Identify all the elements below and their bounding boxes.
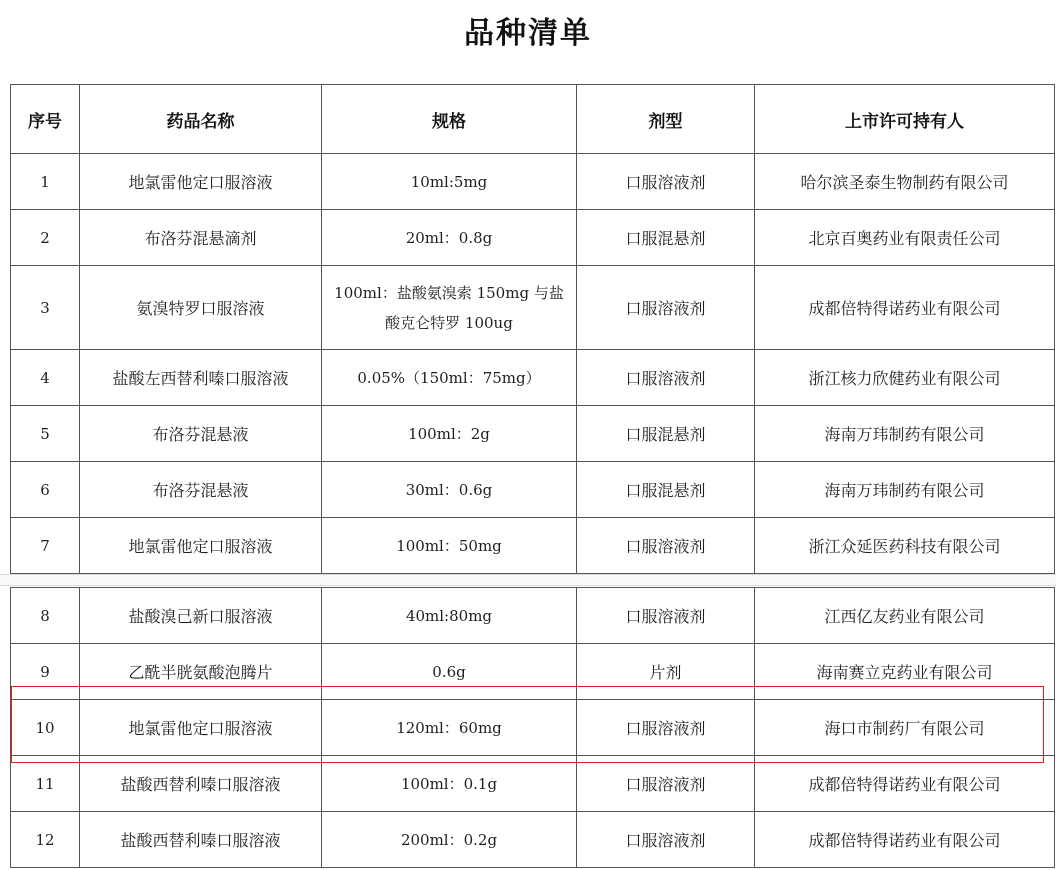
cell-spec: 120ml：60mg (322, 700, 577, 756)
cell-dosage-form: 口服混悬剂 (577, 462, 755, 518)
cell-spec: 100ml：盐酸氨溴索 150mg 与盐酸克仑特罗 100ug (322, 266, 577, 350)
cell-drug-name: 布洛芬混悬滴剂 (80, 210, 322, 266)
cell-mah: 成都倍特得诺药业有限公司 (755, 756, 1055, 812)
cell-mah: 海口市制药厂有限公司 (755, 700, 1055, 756)
cell-spec: 20ml：0.8g (322, 210, 577, 266)
table-row (11, 154, 1055, 210)
cell-mah: 成都倍特得诺药业有限公司 (755, 812, 1055, 868)
cell-mah: 海南万玮制药有限公司 (755, 406, 1055, 462)
header-drug-name: 药品名称 (80, 85, 322, 154)
cell-mah: 海南万玮制药有限公司 (755, 462, 1055, 518)
cell-spec: 0.6g (322, 644, 577, 700)
cell-mah: 北京百奥药业有限责任公司 (755, 210, 1055, 266)
cell-serial: 4 (11, 350, 80, 406)
cell-serial: 9 (11, 644, 80, 700)
table-row (11, 588, 1055, 644)
cell-spec: 100ml：2g (322, 406, 577, 462)
table-row (11, 644, 1055, 700)
cell-dosage-form: 口服混悬剂 (577, 210, 755, 266)
cell-serial: 1 (11, 154, 80, 210)
cell-dosage-form: 口服溶液剂 (577, 266, 755, 350)
cell-spec: 10ml:5mg (322, 154, 577, 210)
table-row (11, 518, 1055, 574)
cell-serial: 6 (11, 462, 80, 518)
cell-drug-name: 氨溴特罗口服溶液 (80, 266, 322, 350)
table-row (11, 812, 1055, 868)
cell-dosage-form: 口服溶液剂 (577, 756, 755, 812)
product-table-part-1 (10, 84, 1055, 574)
cell-spec: 100ml：0.1g (322, 756, 577, 812)
cell-spec: 40ml:80mg (322, 588, 577, 644)
cell-dosage-form: 口服溶液剂 (577, 588, 755, 644)
cell-mah: 浙江核力欣健药业有限公司 (755, 350, 1055, 406)
page-title: 品种清单 (464, 16, 592, 51)
table-row (11, 266, 1055, 350)
cell-drug-name: 地氯雷他定口服溶液 (80, 700, 322, 756)
cell-drug-name: 地氯雷他定口服溶液 (80, 518, 322, 574)
table-row (11, 210, 1055, 266)
cell-serial: 11 (11, 756, 80, 812)
cell-mah: 浙江众延医药科技有限公司 (755, 518, 1055, 574)
cell-dosage-form: 口服溶液剂 (577, 518, 755, 574)
cell-dosage-form: 口服溶液剂 (577, 350, 755, 406)
header-dosage-form: 剂型 (577, 85, 755, 154)
cell-dosage-form: 口服溶液剂 (577, 700, 755, 756)
product-table-part-2 (10, 587, 1055, 868)
header-serial: 序号 (11, 85, 80, 154)
cell-mah: 海南赛立克药业有限公司 (755, 644, 1055, 700)
cell-drug-name: 盐酸溴己新口服溶液 (80, 588, 322, 644)
cell-drug-name: 盐酸西替利嗪口服溶液 (80, 812, 322, 868)
cell-serial: 7 (11, 518, 80, 574)
cell-drug-name: 盐酸左西替利嗪口服溶液 (80, 350, 322, 406)
cell-dosage-form: 口服混悬剂 (577, 406, 755, 462)
cell-serial: 12 (11, 812, 80, 868)
cell-dosage-form: 口服溶液剂 (577, 812, 755, 868)
cell-dosage-form: 片剂 (577, 644, 755, 700)
cell-serial: 10 (11, 700, 80, 756)
cell-spec: 100ml：50mg (322, 518, 577, 574)
cell-serial: 5 (11, 406, 80, 462)
cell-drug-name: 地氯雷他定口服溶液 (80, 154, 322, 210)
cell-mah: 江西亿友药业有限公司 (755, 588, 1055, 644)
cell-mah: 哈尔滨圣泰生物制药有限公司 (755, 154, 1055, 210)
cell-drug-name: 布洛芬混悬液 (80, 406, 322, 462)
table-row (11, 756, 1055, 812)
cell-serial: 2 (11, 210, 80, 266)
cell-drug-name: 盐酸西替利嗪口服溶液 (80, 756, 322, 812)
table-row (11, 462, 1055, 518)
cell-spec: 200ml：0.2g (322, 812, 577, 868)
table-row (11, 350, 1055, 406)
page-break-divider (0, 574, 1056, 586)
cell-drug-name: 乙酰半胱氨酸泡腾片 (80, 644, 322, 700)
cell-spec: 0.05%（150ml：75mg） (322, 350, 577, 406)
table-header-row (11, 85, 1055, 154)
cell-mah: 成都倍特得诺药业有限公司 (755, 266, 1055, 350)
cell-spec: 30ml：0.6g (322, 462, 577, 518)
header-spec: 规格 (322, 85, 577, 154)
table-row-highlighted (11, 700, 1055, 756)
cell-drug-name: 布洛芬混悬液 (80, 462, 322, 518)
header-mah: 上市许可持有人 (755, 85, 1055, 154)
cell-dosage-form: 口服溶液剂 (577, 154, 755, 210)
cell-serial: 3 (11, 266, 80, 350)
cell-serial: 8 (11, 588, 80, 644)
table-row (11, 406, 1055, 462)
